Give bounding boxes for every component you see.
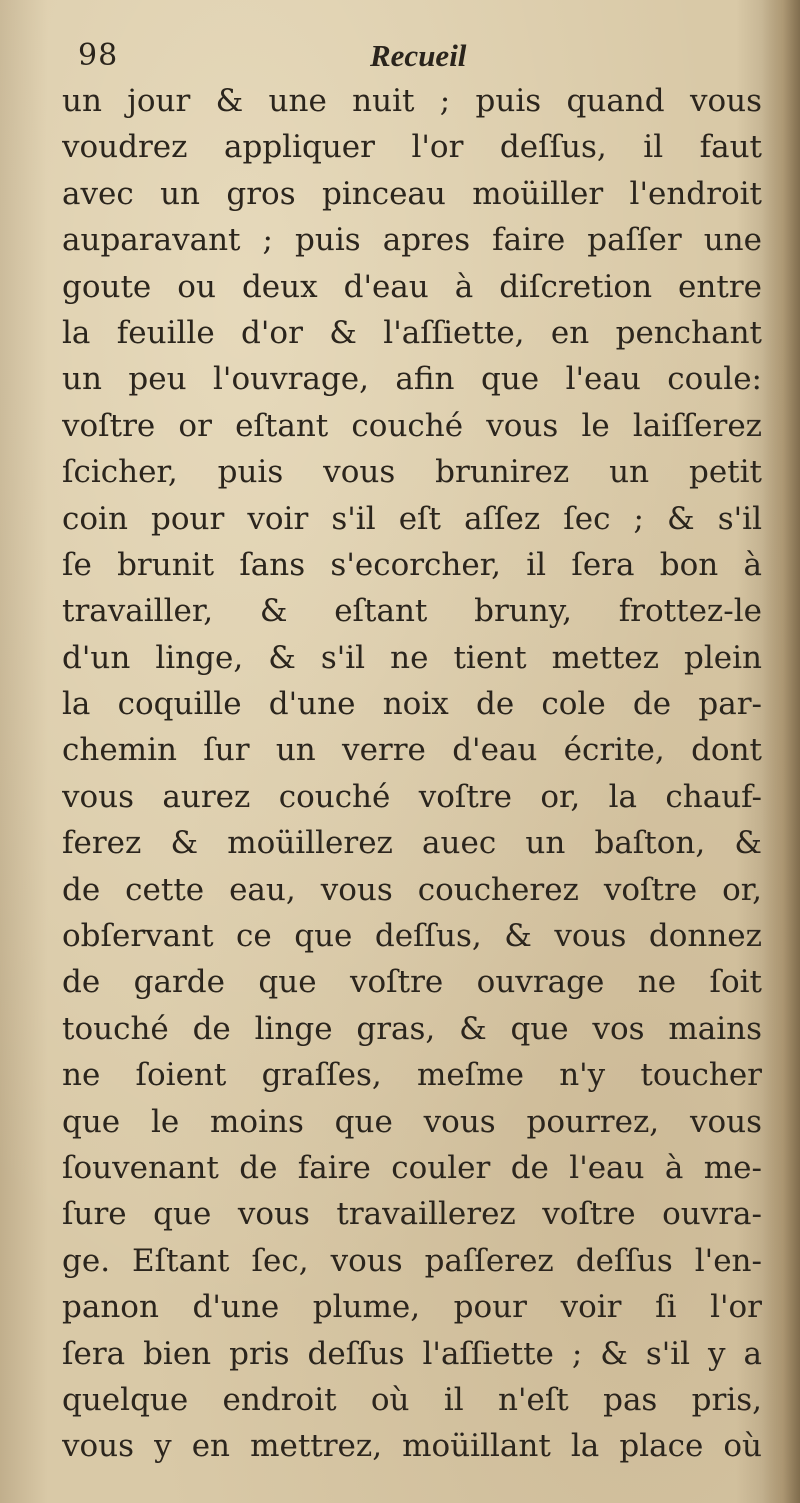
text-line: vous y en mettrez, moüillant la place où (62, 1428, 762, 1465)
text-line: obſervant ce que deſſus, & vous donnez (62, 918, 762, 955)
text-line: goute ou deux d'eau à diſcretion entre (62, 268, 762, 305)
text-line: avec un gros pinceau moüiller l'endroit (62, 175, 762, 212)
text-line: ſe brunit ſans s'ecorcher, il ſera bon à (62, 546, 762, 583)
text-line: ge. Eſtant ſec, vous paſſerez deſſus l'en- (62, 1242, 762, 1279)
text-line: la feuille d'or & l'aſſiette, en penchant (62, 314, 762, 351)
text-line: ſcicher, puis vous brunirez un petit (62, 454, 762, 491)
text-line: ne ſoient graſſes, meſme n'y toucher (62, 1057, 762, 1094)
text-line: quelque endroit où il n'eſt pas pris, (62, 1381, 762, 1418)
text-line: de cette eau, vous coucherez voſtre or, (62, 871, 762, 908)
text-line: ſure que vous travaillerez voſtre ouvra- (62, 1196, 762, 1233)
text-line: vous aurez couché voſtre or, la chauf- (62, 778, 762, 815)
text-line: que le moins que vous pourrez, vous (62, 1103, 762, 1140)
text-line: voudrez appliquer l'or deſſus, il faut (62, 129, 762, 166)
text-line: ſouvenant de faire couler de l'eau à me- (62, 1149, 762, 1186)
text-line: touché de linge gras, & que vos mains (62, 1010, 762, 1047)
text-line: coin pour voir s'il eſt aſſez ſec ; & s'il (62, 500, 762, 537)
text-line: travailler, & eſtant bruny, frottez-le (62, 593, 762, 630)
text-line: la coquille d'une noix de cole de par- (62, 686, 762, 723)
page-gutter-shadow (762, 0, 800, 1503)
running-head: Recueil (370, 38, 467, 73)
text-line: chemin ſur un verre d'eau écrite, dont (62, 732, 762, 769)
body-text (62, 78, 762, 1470)
text-line: panon d'une plume, pour voir ſi l'or (62, 1289, 762, 1326)
text-line: auparavant ; puis apres faire paſſer une (62, 222, 762, 259)
text-line: d'un linge, & s'il ne tient mettez plein (62, 639, 762, 676)
text-line: un jour & une nuit ; puis quand vous (62, 83, 762, 119)
text-line: ſera bien pris deſſus l'aſſiette ; & s'il y a (62, 1335, 762, 1372)
page-header (78, 38, 758, 82)
page-number: 98 (78, 38, 119, 73)
text-line: un peu l'ouvrage, afin que l'eau coule: (62, 361, 762, 398)
text-line: de garde que voſtre ouvrage ne ſoit (62, 964, 762, 1001)
text-line: ferez & moüillerez auec un baſton, & (62, 825, 762, 862)
text-line: voſtre or eſtant couché vous le laiſſerez (62, 407, 762, 444)
